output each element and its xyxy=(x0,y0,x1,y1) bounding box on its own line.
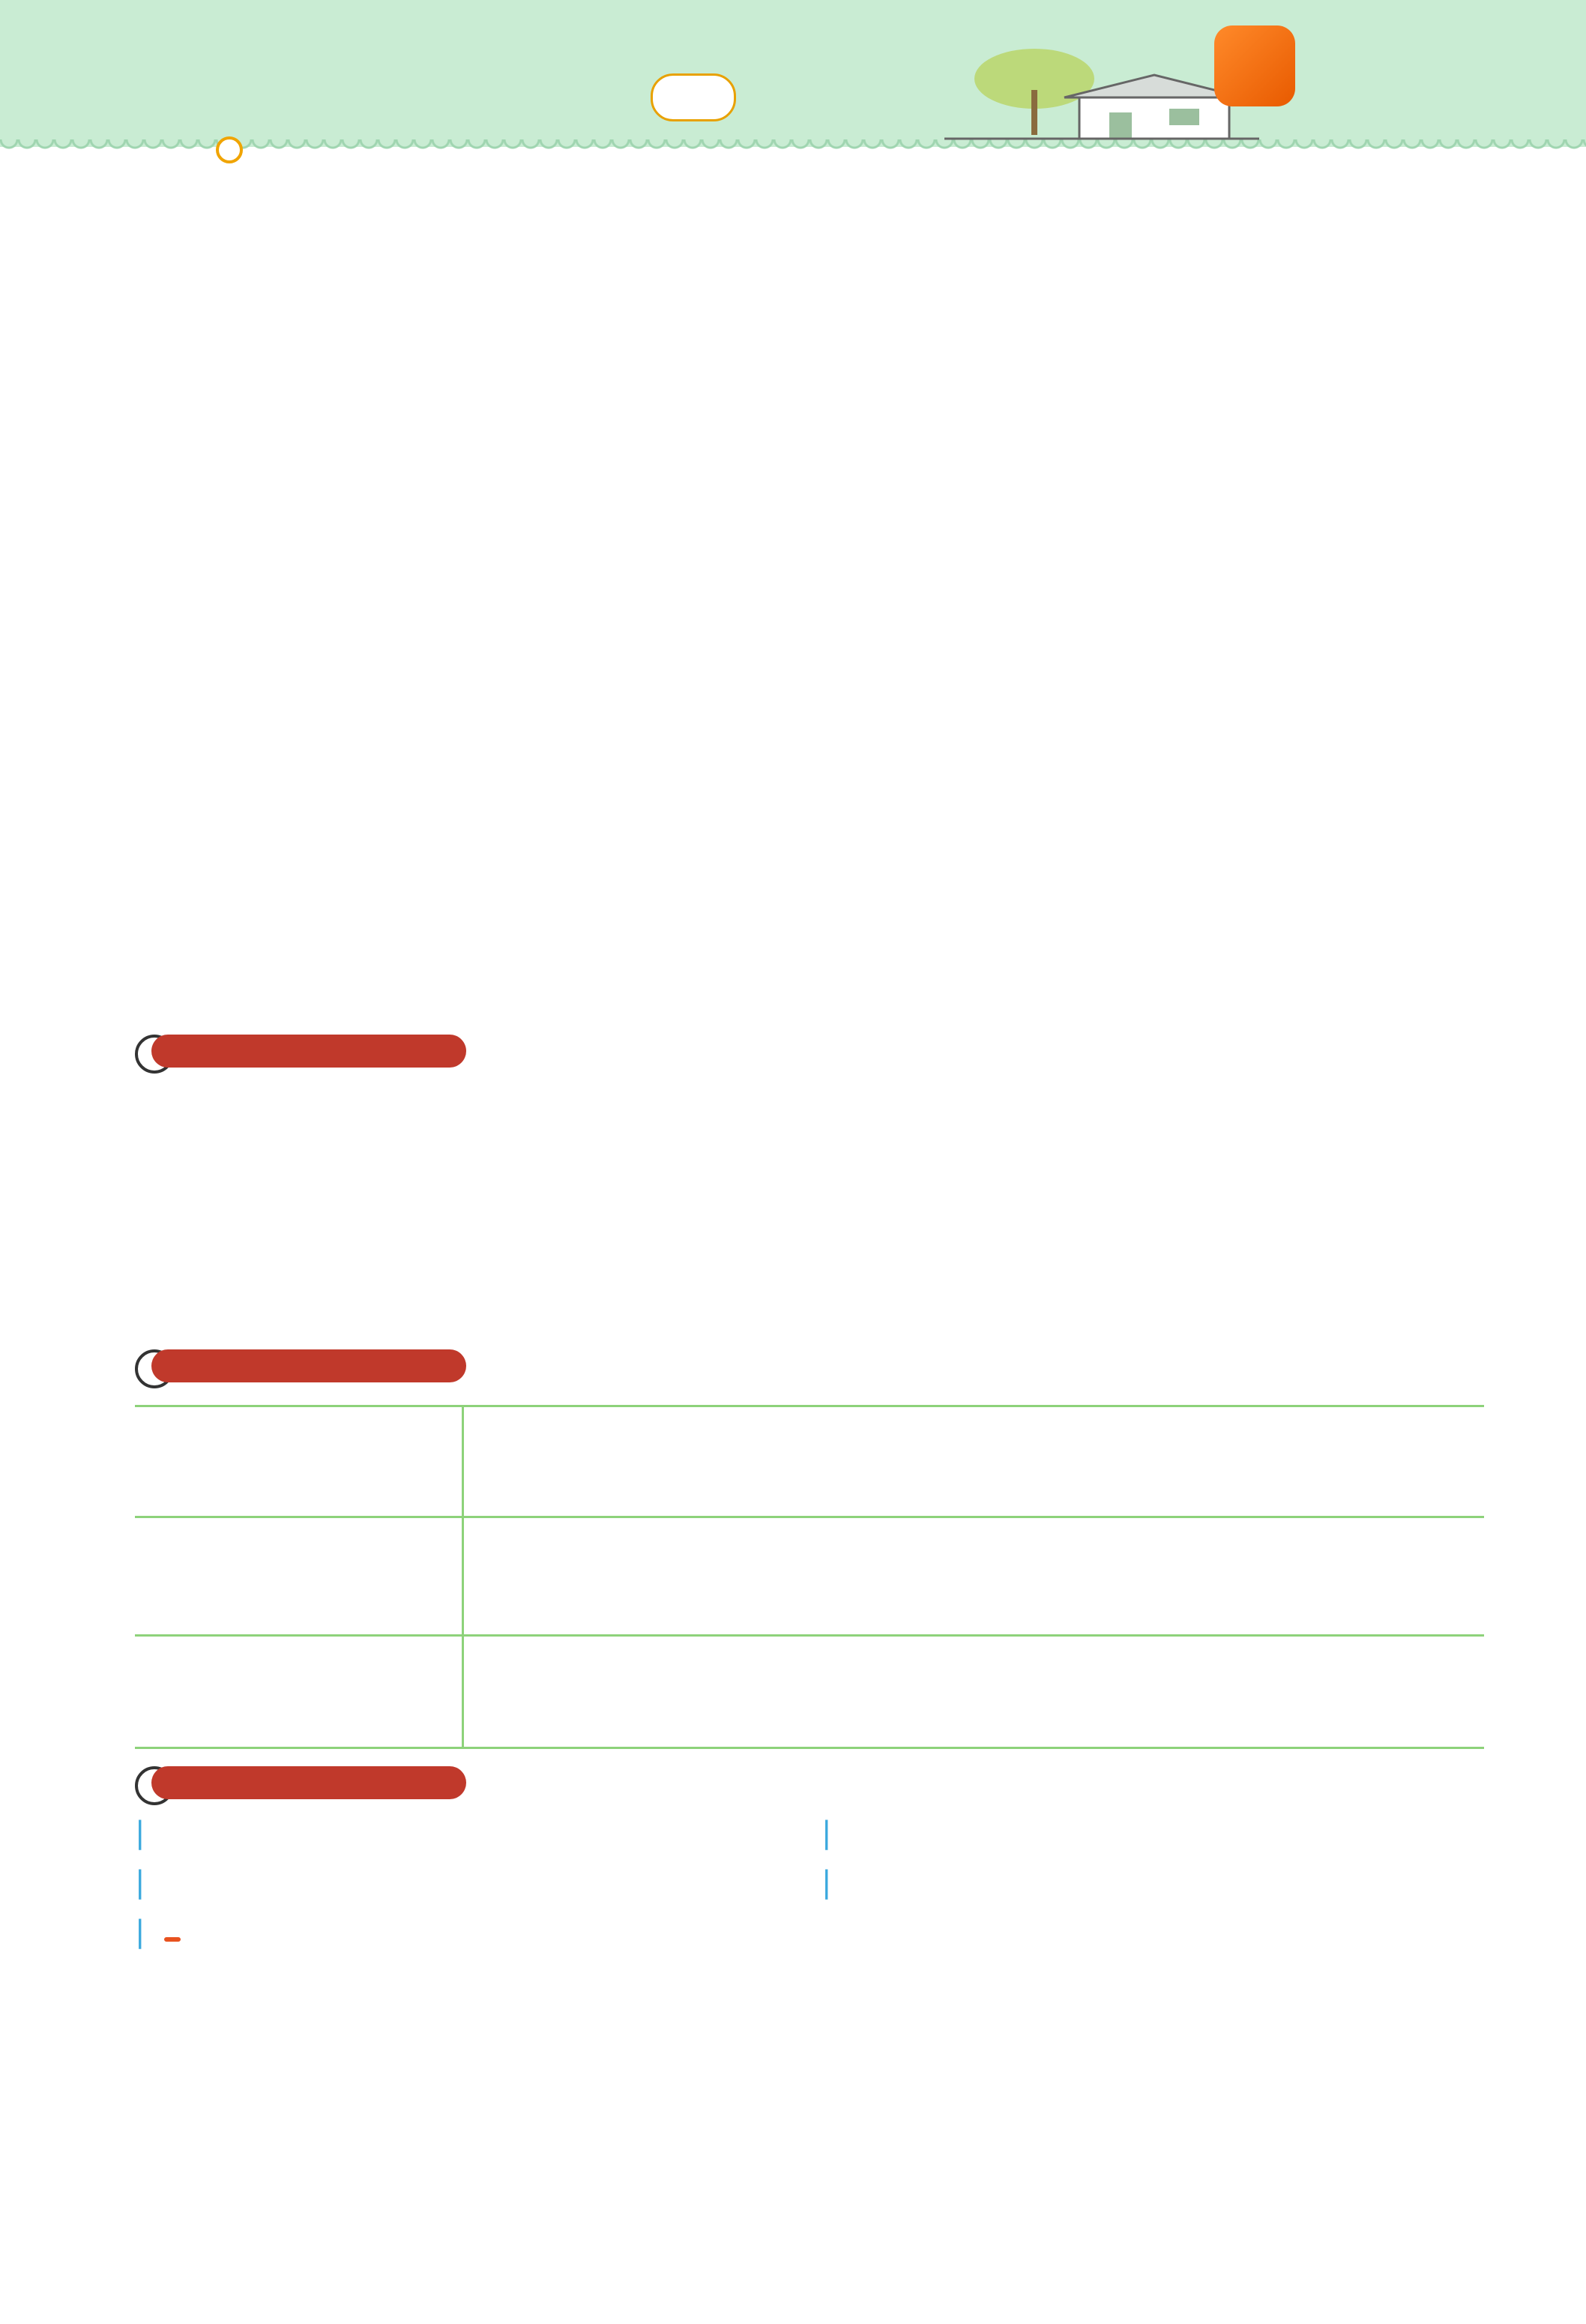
word-entry: | xyxy=(821,1865,832,1900)
word-entry: | xyxy=(135,1907,794,1957)
house-illustration-icon xyxy=(929,45,1259,142)
duoyinzi-banner xyxy=(151,1349,466,1382)
word-entry: | xyxy=(821,1816,832,1850)
jiecidu-banner xyxy=(151,1766,466,1799)
word-entry: | xyxy=(135,1816,145,1850)
word-entry: | xyxy=(135,1865,145,1900)
volume-badge xyxy=(651,73,736,121)
word-list-left xyxy=(135,1808,794,1957)
polysemy-tag xyxy=(164,1937,181,1942)
header-subject xyxy=(442,78,470,112)
header-band xyxy=(0,0,1586,147)
watermark-logo-icon xyxy=(1214,25,1295,106)
polyphone-table xyxy=(135,1405,1484,1751)
word-list-right xyxy=(821,1808,1481,1907)
bulb-icon xyxy=(216,136,243,163)
wohuiren-banner xyxy=(151,1035,466,1068)
